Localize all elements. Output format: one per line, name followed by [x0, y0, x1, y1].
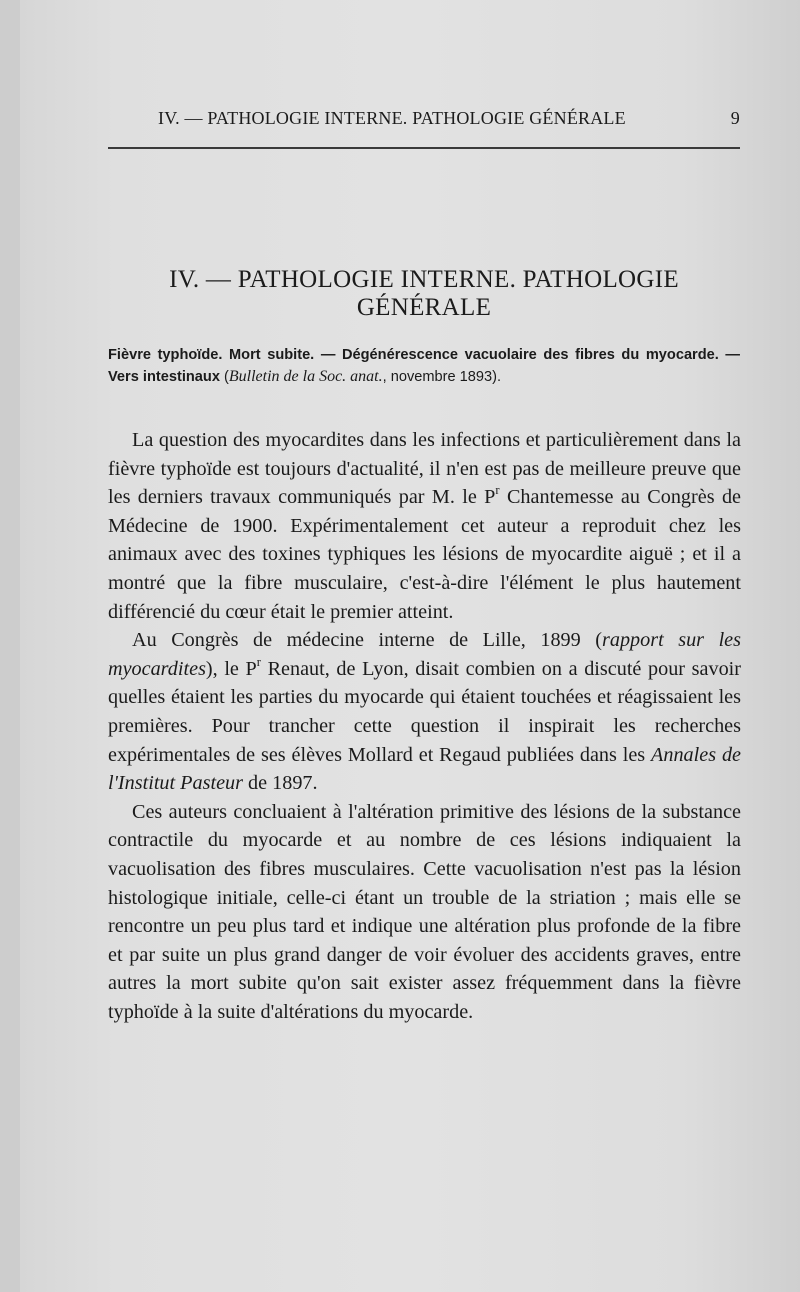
paragraph-2 — [108, 626, 741, 798]
chapter-title-line-1: IV. — PATHOLOGIE INTERNE. PATHOLOGIE — [169, 266, 679, 293]
subject-date: , novembre 1893). — [382, 369, 502, 385]
chapter-title — [108, 266, 740, 322]
paragraph-2-part-d: de 1897. — [242, 772, 318, 795]
subject-source: Bulletin de la Soc. anat. — [228, 368, 383, 385]
paragraph-1 — [108, 426, 741, 626]
subject-heading: Fièvre typhoïde. Mort subite. — Dégénérescence vacuolaire des fibres du myocarde. — Vers intestinaux — [108, 347, 740, 385]
paragraph-3: Ces auteurs concluaient à l'altération primitive des lésions de la substance contractile du myocarde et au nombre de ces lésions indiquaient la vacuolisation des fibres musculaires. Cette vacuolisation n'est pas la lésion histologique initiale, celle-ci étant un trouble de la striation ; mais elle se rencontre un peu plus tard et indique une altération plus profonde de la fibre et par suite un plus grand danger de voir évoluer des accidents graves, entre autres la mort subite qu'on sait exister assez fréquemment dans la fièvre typhoïde à la suite d'altérations du myocarde. — [108, 800, 741, 1023]
running-header — [138, 104, 740, 134]
paragraph-1-superscript: r — [495, 483, 500, 498]
page-number: 9 — [730, 108, 740, 128]
running-title: IV. — PATHOLOGIE INTERNE. PATHOLOGIE GÉNÉRALE — [158, 108, 626, 128]
paragraph-1-part-a: La question des myocardites dans les infections et particulièrement dans la fièvre typhoïde est toujours d'actualité, il n'en est pas de meilleure preuve que les derniers travaux communiqués par M. le P — [108, 429, 741, 509]
paragraph-2-superscript: r — [256, 654, 261, 669]
chapter-title-line-2: GÉNÉRALE — [356, 294, 492, 321]
subject-open-paren: ( — [219, 369, 229, 385]
paragraph-2-part-c: Renaut, de Lyon, disait combien on a discuté pour savoir quelles étaient les parties du myocarde qui étaient touchées et réagissaient les premières. Pour trancher cette question il inspirait les recherches expérimentales de ses élèves Mollard et Regaud publiées dans les — [108, 657, 741, 766]
paragraph-2-part-b: ), le P — [205, 657, 257, 680]
paragraph-2-italic-1: rapport sur les myocardites — [108, 629, 741, 680]
book-page — [20, 0, 800, 1292]
article-subject — [108, 344, 740, 388]
header-rule — [108, 147, 740, 149]
paragraph-2-part-a: Au Congrès de médecine interne de Lille, 1899 ( — [132, 629, 602, 652]
body-text — [108, 426, 741, 1026]
paragraph-1-part-b: Chantemesse au Congrès de Médecine de 1900. Expérimentalement cet auteur a reproduit chez les animaux avec des toxines typhiques les lésions de myocardite aiguë ; et il a montré que la fibre musculaire, c'est-à-dire l'élément le plus hautement différencié du cœur était le premier atteint. — [108, 486, 741, 623]
paragraph-2-italic-2: Annales de l'Institut Pasteur — [108, 743, 741, 795]
